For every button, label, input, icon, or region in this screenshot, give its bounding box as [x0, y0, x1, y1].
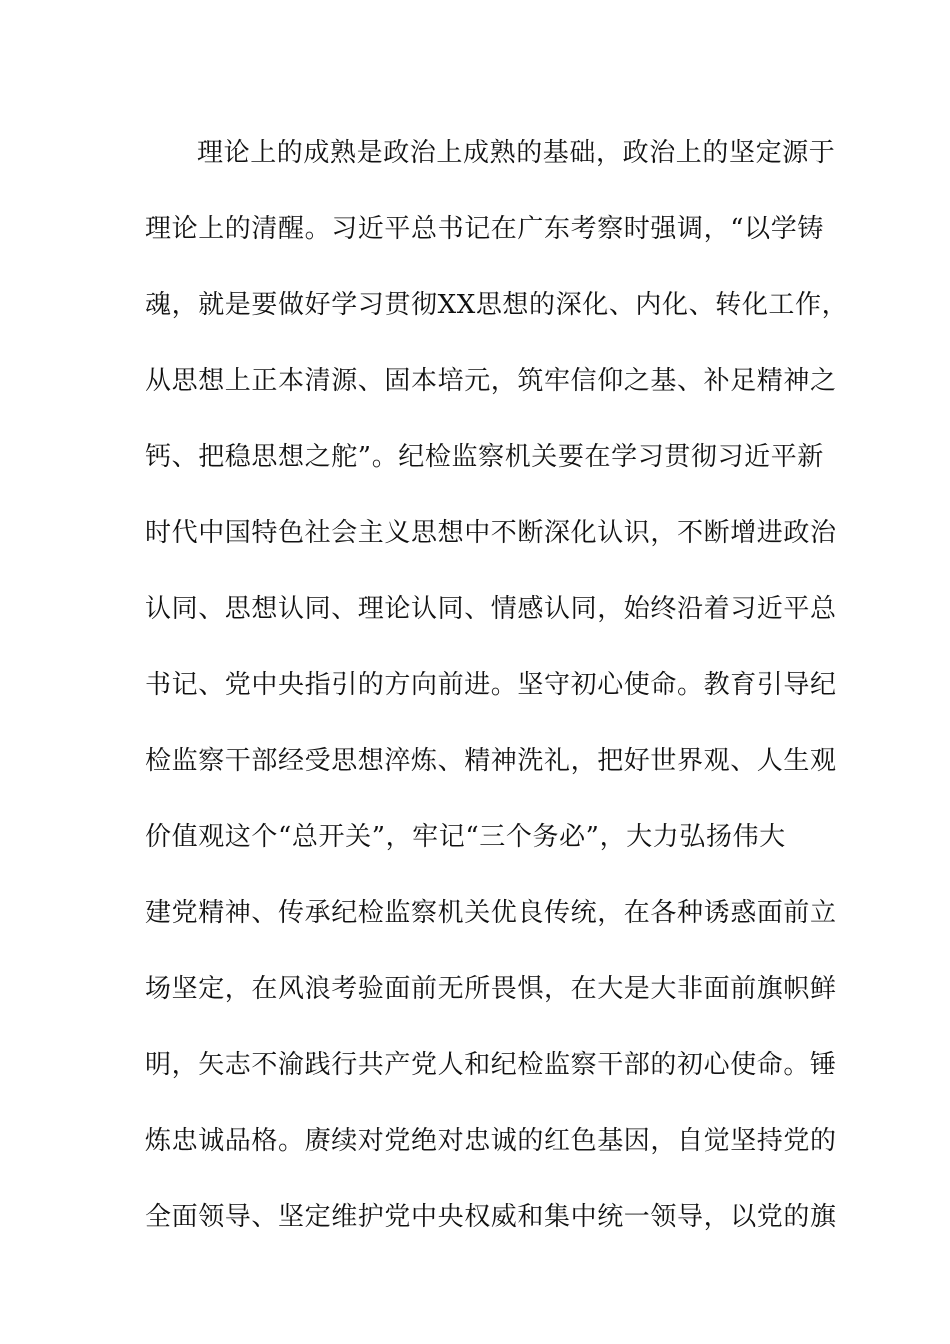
text-line: 书记、党中央指引的方向前进。坚守初心使命。教育引导纪 — [145, 670, 837, 700]
text-line: 理论上的清醒。习近平总书记在广东考察时强调，“以学铸 — [145, 214, 824, 244]
text-line: 明，矢志不渝践行共产党人和纪检监察干部的初心使命。锤 — [145, 1050, 837, 1080]
text-line: 建党精神、传承纪检监察机关优良传统，在各种诱惑面前立 — [145, 898, 837, 928]
body-paragraph — [145, 133, 849, 1273]
text-line: 从思想上正本清源、固本培元，筑牢信仰之基、补足精神之 — [145, 366, 837, 396]
text-line: 全面领导、坚定维护党中央权威和集中统一领导，以党的旗 — [145, 1202, 837, 1232]
text-line: 场坚定，在风浪考验面前无所畏惧，在大是大非面前旗帜鲜 — [145, 974, 837, 1004]
text-line: 价值观这个“总开关”，牢记“三个务必”，大力弘扬伟大 — [145, 822, 786, 852]
text-line: 认同、思想认同、理论认同、情感认同，始终沿着习近平总 — [145, 594, 837, 624]
text-line: 炼忠诚品格。赓续对党绝对忠诚的红色基因，自觉坚持党的 — [145, 1126, 837, 1156]
text-line: 钙、把稳思想之舵”。纪检监察机关要在学习贯彻习近平新 — [145, 442, 824, 472]
text-line: 理论上的成熟是政治上成熟的基础，政治上的坚定源于 — [197, 138, 836, 168]
text-line: 魂，就是要做好学习贯彻XX思想的深化、内化、转化工作， — [145, 290, 849, 320]
text-line: 检监察干部经受思想淬炼、精神洗礼，把好世界观、人生观 — [145, 746, 837, 776]
text-line: 时代中国特色社会主义思想中不断深化认识，不断增进政治 — [145, 518, 837, 548]
